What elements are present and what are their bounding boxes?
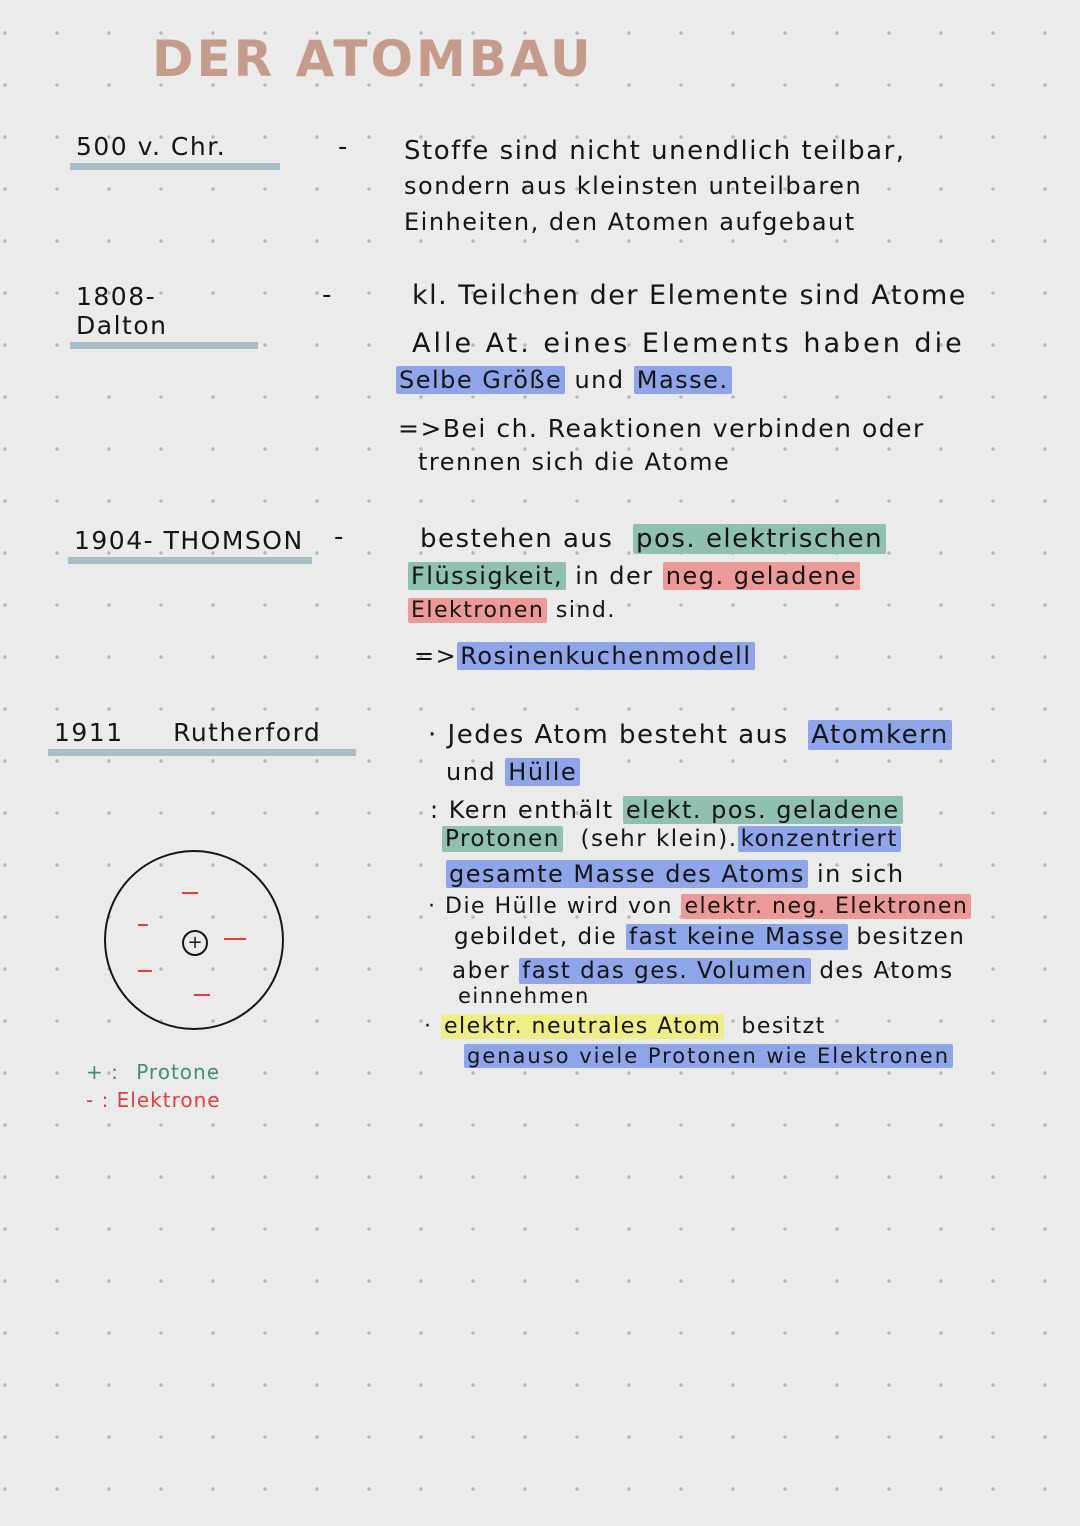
highlight: neg. geladene (663, 562, 860, 590)
highlight: konzentriert (738, 826, 901, 852)
minus-icon: - : (86, 1088, 110, 1112)
text: (sehr klein). (580, 826, 738, 852)
text-line: trennen sich die Atome (418, 448, 731, 476)
text: Jedes Atom besteht aus (447, 720, 789, 750)
text-line: Alle At. eines Elements haben die (412, 328, 965, 359)
highlight: pos. elektrischen (633, 524, 886, 554)
text: besitzen (856, 924, 966, 950)
highlight: genauso viele Protonen wie Elektronen (464, 1044, 953, 1068)
legend-protons (86, 1060, 220, 1084)
text-line: Stoffe sind nicht unendlich teilbar, (404, 136, 906, 166)
text-line (452, 958, 954, 984)
electron-icon (224, 938, 246, 940)
text-line (454, 924, 965, 950)
highlight: Elektronen (408, 598, 547, 623)
text: und (446, 758, 497, 786)
text-line (414, 642, 755, 670)
text: und (574, 366, 625, 394)
highlight: Masse. (634, 366, 732, 394)
text: sind. (555, 598, 616, 623)
text: besitzt (741, 1014, 826, 1039)
highlight: elektr. neutrales Atom (441, 1014, 724, 1039)
text: => (414, 642, 458, 670)
dash: - (334, 522, 344, 552)
highlight: Hülle (505, 758, 580, 786)
text-line (464, 1044, 953, 1068)
dash: - (338, 132, 348, 162)
text: Die Hülle wird von (445, 894, 673, 919)
text: gebildet, die (454, 924, 618, 950)
atom-diagram (104, 850, 284, 1030)
text-line (396, 366, 732, 394)
electron-icon (138, 970, 152, 972)
text-line: : Kern enthält elekt. pos. geladene (430, 796, 903, 824)
text-line: =>Bei ch. Reaktionen verbinden oder (398, 414, 925, 443)
text: in sich (816, 860, 905, 888)
highlight: fast keine Masse (626, 924, 848, 950)
text-line: sondern aus kleinsten unteilbaren (404, 172, 863, 200)
text: Kern enthält (448, 796, 614, 824)
highlight: elektr. neg. Elektronen (681, 894, 971, 919)
text-line: · Jedes Atom besteht aus Atomkern (428, 720, 952, 750)
highlight: Selbe Größe (396, 366, 565, 394)
text-line (442, 826, 901, 852)
highlight: elekt. pos. geladene (623, 796, 903, 824)
highlight: Atomkern (808, 720, 952, 750)
text-line: · Die Hülle wird von elektr. neg. Elektronen (428, 894, 971, 919)
highlight: fast das ges. Volumen (519, 958, 810, 984)
text-line: kl. Teilchen der Elemente sind Atome (412, 280, 967, 311)
page-title: DER ATOMBAU (152, 30, 594, 88)
nucleus-plus-icon: + (182, 930, 208, 956)
highlight: Flüssigkeit, (408, 562, 566, 590)
text: in der (575, 562, 654, 590)
dash: - (322, 280, 332, 310)
text-line (408, 598, 616, 623)
year-label: 1911 Rutherford (48, 718, 356, 756)
legend-label: Protone (136, 1060, 221, 1084)
text-line (420, 524, 886, 554)
highlight: gesamte Masse des Atoms (446, 860, 808, 888)
electron-icon (138, 924, 148, 926)
legend-label: Elektrone (116, 1088, 221, 1112)
year-label: 1904- THOMSON (68, 526, 312, 564)
electron-icon (194, 994, 210, 996)
text-line (446, 860, 905, 888)
legend-electrons (86, 1088, 221, 1112)
text: aber (452, 958, 511, 984)
year-label: 500 v. Chr. (70, 132, 280, 170)
text-line: einnehmen (458, 984, 590, 1008)
text-line (446, 758, 580, 786)
highlight: Rosinenkuchenmodell (457, 642, 754, 670)
text: des Atoms (819, 958, 954, 984)
year-label: 1808- Dalton (70, 282, 258, 349)
highlight: Protonen (442, 826, 563, 852)
text-line: · elektr. neutrales Atom besitzt (424, 1014, 826, 1039)
electron-icon (182, 892, 198, 894)
text-line: Einheiten, den Atomen aufgebaut (404, 208, 856, 236)
plus-icon: + : (86, 1060, 119, 1084)
text-line (408, 562, 860, 590)
text: bestehen aus (420, 524, 614, 554)
